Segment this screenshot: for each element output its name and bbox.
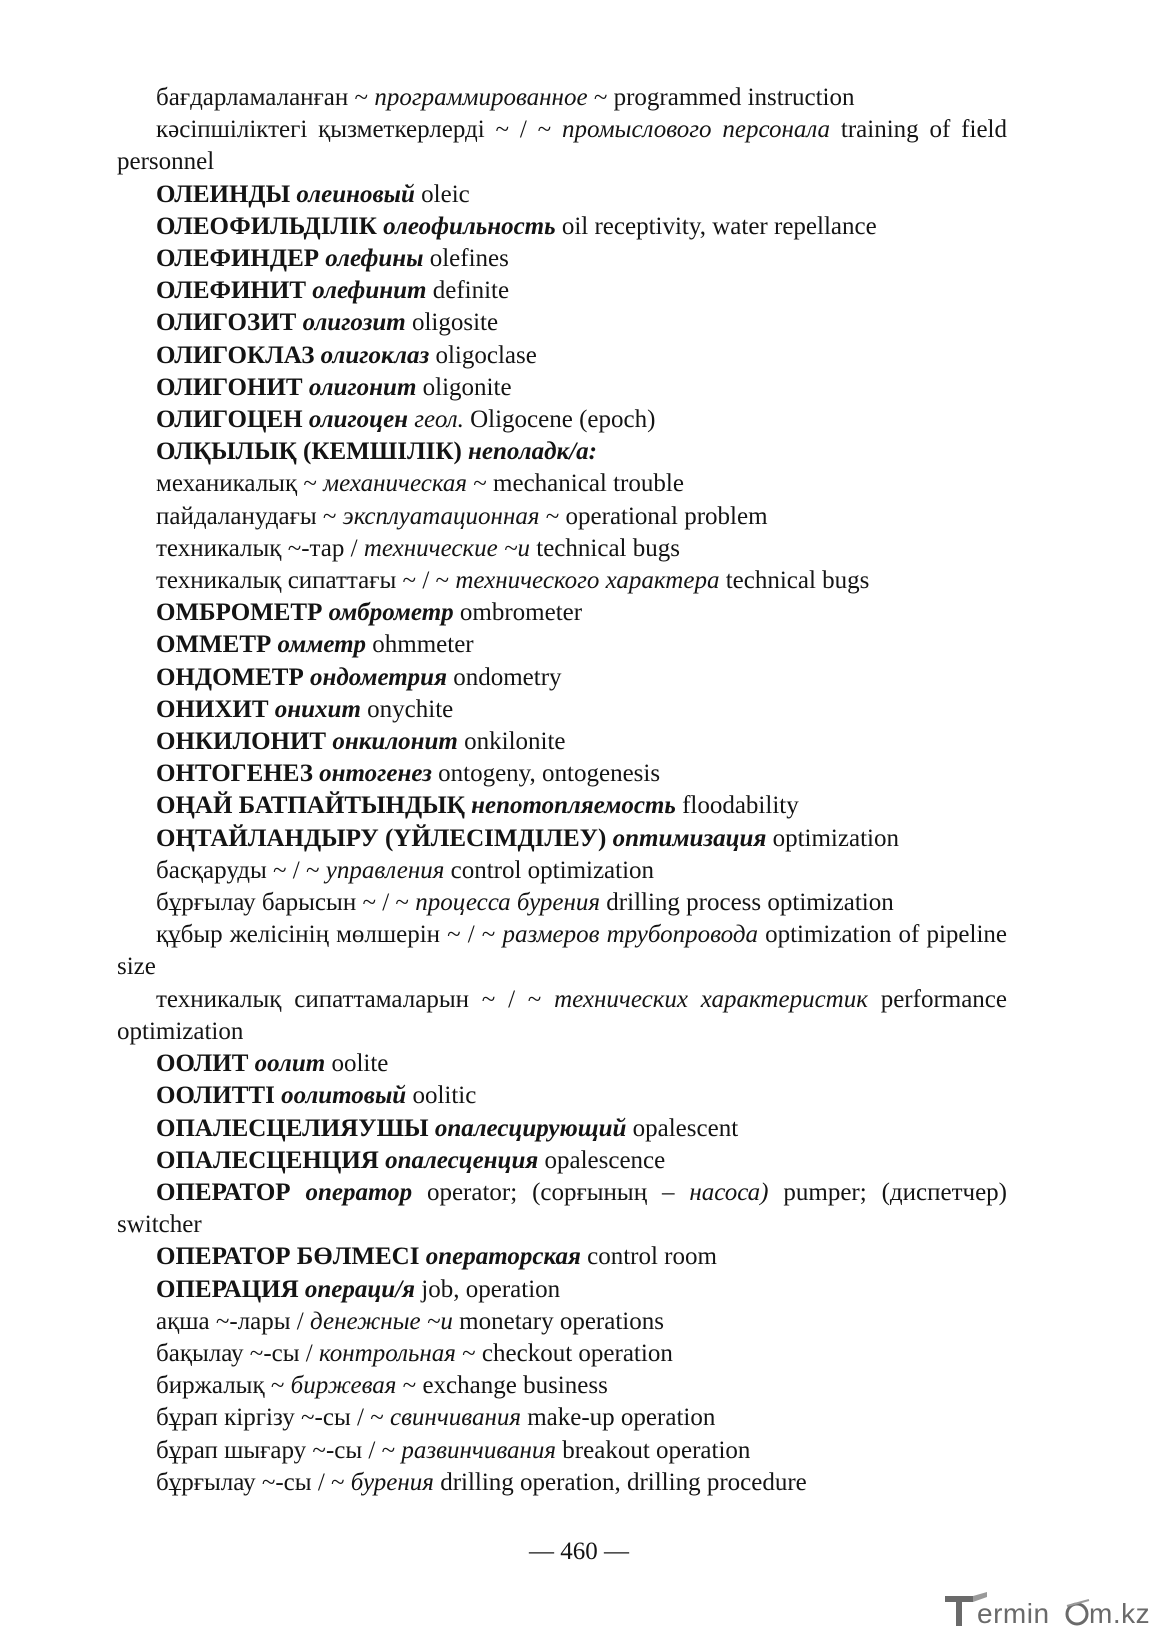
svg-text:ermin: ermin: [977, 1598, 1050, 1629]
entry-russian-term: оператор: [305, 1178, 413, 1206]
dictionary-entry: [117, 1467, 1007, 1499]
entry-russian-term: онтогенез: [319, 760, 432, 788]
entry-term: ОЛЕОФИЛЬДІЛІК: [156, 212, 377, 240]
dictionary-entry: [117, 468, 1007, 500]
dictionary-entry: [117, 501, 1007, 533]
entry-text: pumper; (диспетчер) switcher: [117, 1178, 1008, 1239]
entry-russian-text: денежные ~и: [310, 1307, 453, 1335]
entry-text: техникалық сипаттағы ~ / ~: [156, 567, 456, 595]
entry-term: ОПЕРАТОР: [156, 1178, 291, 1206]
dictionary-entry: [117, 597, 1007, 629]
dictionary-page: [117, 82, 1007, 1499]
entry-russian-term: олеиновый: [296, 180, 415, 208]
entry-russian-text: технического характера: [455, 567, 720, 595]
dictionary-entry: [117, 1048, 1007, 1080]
dictionary-entry: [117, 179, 1007, 211]
entry-russian-text: размеров трубопровода: [502, 921, 758, 949]
entry-text: кәсіпшіліктегі қызметкерлерді ~ / ~: [156, 116, 563, 144]
entry-russian-term: олигонит: [308, 373, 417, 401]
entry-text: oleic: [414, 180, 470, 208]
entry-term: ОМБРОМЕТР: [156, 599, 323, 627]
entry-russian-term: олигозит: [302, 309, 406, 337]
entry-text: drilling process optimization: [600, 889, 894, 917]
entry-russian-text: эксплуатационная: [342, 502, 540, 530]
entry-text: oolitic: [406, 1082, 477, 1110]
entry-russian-term: омметр: [277, 631, 367, 659]
dictionary-entry: [117, 436, 1007, 468]
entry-term: ОЛИГОЦЕН: [156, 406, 303, 434]
entry-russian-term: операторская: [425, 1243, 581, 1271]
dictionary-entry: [117, 662, 1007, 694]
dictionary-entry: [117, 1241, 1007, 1273]
dictionary-entry: [117, 855, 1007, 887]
entry-russian-text: геол.: [414, 406, 464, 434]
termincom-logo: [943, 1590, 1151, 1630]
entry-text: құбыр желісінің мөлшерін ~ / ~: [156, 921, 503, 949]
entry-term: ОПАЛЕСЦЕНЦИЯ: [156, 1146, 379, 1174]
entry-russian-text: бурения: [350, 1468, 434, 1496]
dictionary-entry: [117, 114, 1007, 178]
entry-text: ombrometer: [453, 599, 583, 627]
entry-text: басқаруды ~ / ~: [156, 856, 326, 884]
entry-russian-term: олефинит: [312, 277, 427, 305]
entry-text: бағдарламаланған ~: [156, 84, 375, 111]
entry-text: ақша ~-лары /: [156, 1307, 311, 1335]
entry-russian-term: ондометрия: [310, 663, 447, 691]
entry-text: floodability: [675, 792, 799, 820]
entry-text: control optimization: [444, 856, 655, 884]
entry-term: ОНКИЛОНИТ: [156, 728, 327, 756]
entry-text: oligonite: [416, 373, 512, 401]
dictionary-entry: [117, 243, 1007, 275]
dictionary-entry: [117, 1274, 1007, 1306]
dictionary-entry: [117, 211, 1007, 243]
dictionary-entry: [117, 82, 1007, 114]
entry-text: Oligocene (epoch): [463, 406, 656, 434]
dictionary-entry: [117, 694, 1007, 726]
entry-text: пайдаланудағы ~: [156, 502, 343, 530]
dictionary-entry: [117, 1145, 1007, 1177]
entry-russian-text: процесса бурения: [415, 889, 601, 917]
entry-text: ~ programmed instruction: [587, 84, 855, 111]
dictionary-entry: [117, 1306, 1007, 1338]
entry-term: ОНДОМЕТР: [156, 663, 304, 691]
entry-text: opalescence: [538, 1146, 666, 1174]
entry-russian-term: операци/я: [304, 1275, 416, 1303]
entry-term: ООЛИТ: [156, 1050, 249, 1078]
entry-text: oligosite: [405, 309, 499, 337]
entry-text: биржалық ~: [156, 1372, 291, 1400]
entry-term: ОЛИГОКЛАЗ: [156, 341, 315, 369]
entry-text: техникалық ~-тар /: [156, 534, 364, 562]
entry-text: breakout operation: [556, 1436, 751, 1464]
entry-text: oolite: [325, 1050, 389, 1078]
entry-text: бақылау ~-сы /: [156, 1339, 320, 1367]
entry-text: technical bugs: [530, 534, 680, 562]
entry-text: бұрап кіргізу ~-сы / ~: [156, 1404, 390, 1432]
dictionary-entry: [117, 1080, 1007, 1112]
dictionary-entry: [117, 372, 1007, 404]
entry-text: training of field personnel: [117, 116, 1007, 176]
entry-text: механикалық ~: [156, 470, 324, 498]
dictionary-entry: [117, 823, 1007, 855]
entry-term: ОММЕТР: [156, 631, 272, 659]
entry-term: ОҢАЙ БАТПАЙТЫНДЫҚ: [156, 792, 465, 820]
entry-russian-text: механическая: [323, 470, 468, 498]
dictionary-entry: [117, 533, 1007, 565]
entry-term: ОПЕРАЦИЯ: [156, 1275, 299, 1303]
entry-term: ООЛИТТІ: [156, 1082, 275, 1110]
entry-term: ОПЕРАТОР БӨЛМЕСІ: [156, 1243, 420, 1271]
entry-russian-text: контрольная: [319, 1339, 456, 1367]
entry-russian-term: опалесцирующий: [434, 1114, 627, 1142]
entry-russian-term: онихит: [274, 695, 361, 723]
dictionary-entry: [117, 1338, 1007, 1370]
entry-text: opalescent: [626, 1114, 739, 1142]
entry-text: бұрғылау ~-сы / ~: [156, 1468, 351, 1496]
entry-term: ОНИХИТ: [156, 695, 269, 723]
entry-text: ohmmeter: [366, 631, 474, 659]
entry-text: job, operation: [415, 1275, 561, 1303]
entry-text: make-up operation: [520, 1404, 716, 1432]
entry-text: ~ mechanical trouble: [467, 470, 684, 498]
dictionary-entry: [117, 1177, 1007, 1241]
entry-russian-text: программированное: [374, 84, 588, 111]
dictionary-entry: [117, 726, 1007, 758]
entry-term: ОНТОГЕНЕЗ: [156, 760, 313, 788]
entry-russian-text: свинчивания: [389, 1404, 521, 1432]
entry-text: drilling operation, drilling procedure: [433, 1468, 807, 1496]
dictionary-entry: [117, 1113, 1007, 1145]
entry-text: monetary operations: [452, 1307, 664, 1335]
dictionary-entry: [117, 790, 1007, 822]
entry-term: ОЛЕФИНДЕР: [156, 245, 320, 273]
entry-russian-term: оптимизация: [612, 824, 767, 852]
entry-text: olefines: [423, 245, 509, 273]
dictionary-entry: [117, 307, 1007, 339]
entry-text: ontogeny, ontogenesis: [431, 760, 661, 788]
entry-russian-term: опалесценция: [385, 1146, 539, 1174]
entry-russian-text: развинчивания: [401, 1436, 557, 1464]
dictionary-entry: [117, 1402, 1007, 1434]
dictionary-entry: [117, 1435, 1007, 1467]
entry-russian-term: олеофильность: [383, 212, 556, 240]
entry-text: operator; (сорғының –: [412, 1178, 690, 1206]
entry-text: onychite: [360, 695, 454, 723]
entry-russian-term: олигоклаз: [320, 341, 430, 369]
entry-text: optimization of pipeline size: [117, 921, 1008, 981]
entry-term: ОЛЕИНДЫ: [156, 180, 291, 208]
termincom-logo-mark: [943, 1590, 1151, 1630]
dictionary-entry: [117, 984, 1007, 1048]
entry-text: oil receptivity, water repellance: [555, 212, 877, 240]
entry-russian-text: управления: [325, 856, 445, 884]
entry-russian-term: олигоцен: [308, 406, 409, 434]
entry-text: onkilonite: [457, 728, 566, 756]
entry-text: бұрап шығару ~-сы / ~: [156, 1436, 402, 1464]
page-number: — 460 —: [529, 1538, 629, 1565]
entry-russian-term: онкилонит: [332, 728, 458, 756]
entry-term: ОЛИГОЗИТ: [156, 309, 297, 337]
entry-text: definite: [426, 277, 510, 305]
dictionary-entry: [117, 565, 1007, 597]
entry-text: control room: [580, 1243, 717, 1271]
entry-text: technical bugs: [719, 567, 870, 595]
dictionary-entry: [117, 887, 1007, 919]
entry-text: performance optimization: [117, 985, 1008, 1045]
entry-russian-term: оолитовый: [281, 1082, 407, 1110]
entry-text: ondometry: [446, 663, 562, 691]
entry-text: ~ exchange business: [396, 1372, 608, 1400]
entry-term: ОЛЕФИНИТ: [156, 277, 306, 305]
entry-text: optimization: [766, 824, 899, 852]
svg-text:m.kz: m.kz: [1089, 1598, 1151, 1629]
dictionary-entry: [117, 275, 1007, 307]
entry-russian-text: технических характеристик: [554, 985, 868, 1013]
entry-russian-text: насоса): [689, 1178, 769, 1206]
entry-text: [291, 1179, 306, 1206]
dictionary-entry: [117, 340, 1007, 372]
dictionary-entry: [117, 758, 1007, 790]
entry-text: ~ operational problem: [539, 502, 768, 530]
entry-russian-text: биржевая: [290, 1372, 397, 1400]
entry-russian-term: непотопляемость: [471, 792, 676, 820]
entry-text: бұрғылау барысын ~ / ~: [156, 889, 416, 917]
entry-russian-text: технические ~и: [363, 534, 531, 562]
entry-russian-term: неполадк/а:: [468, 438, 597, 466]
dictionary-entry: [117, 919, 1007, 983]
entry-term: ОПАЛЕСЦЕЛИЯУШЫ: [156, 1114, 429, 1142]
entry-russian-term: оолит: [254, 1050, 326, 1078]
dictionary-entry: [117, 1370, 1007, 1402]
entry-term: ОЛИГОНИТ: [156, 373, 303, 401]
entry-russian-text: промыслового персонала: [562, 116, 831, 144]
dictionary-entry: [117, 404, 1007, 436]
entry-russian-term: олефины: [325, 245, 424, 273]
entry-term: ОЛҚЫЛЫҚ (КЕМШІЛІК): [156, 438, 462, 466]
entry-text: техникалық сипаттамаларын ~ / ~: [156, 985, 555, 1013]
entry-text: ~ checkout operation: [455, 1339, 673, 1367]
dictionary-entry: [117, 629, 1007, 661]
entry-text: oligoclase: [429, 341, 537, 369]
entry-term: ОҢТАЙЛАНДЫРУ (ҮЙЛЕСІМДІЛЕУ): [156, 824, 607, 852]
entry-russian-term: омброметр: [328, 599, 454, 627]
